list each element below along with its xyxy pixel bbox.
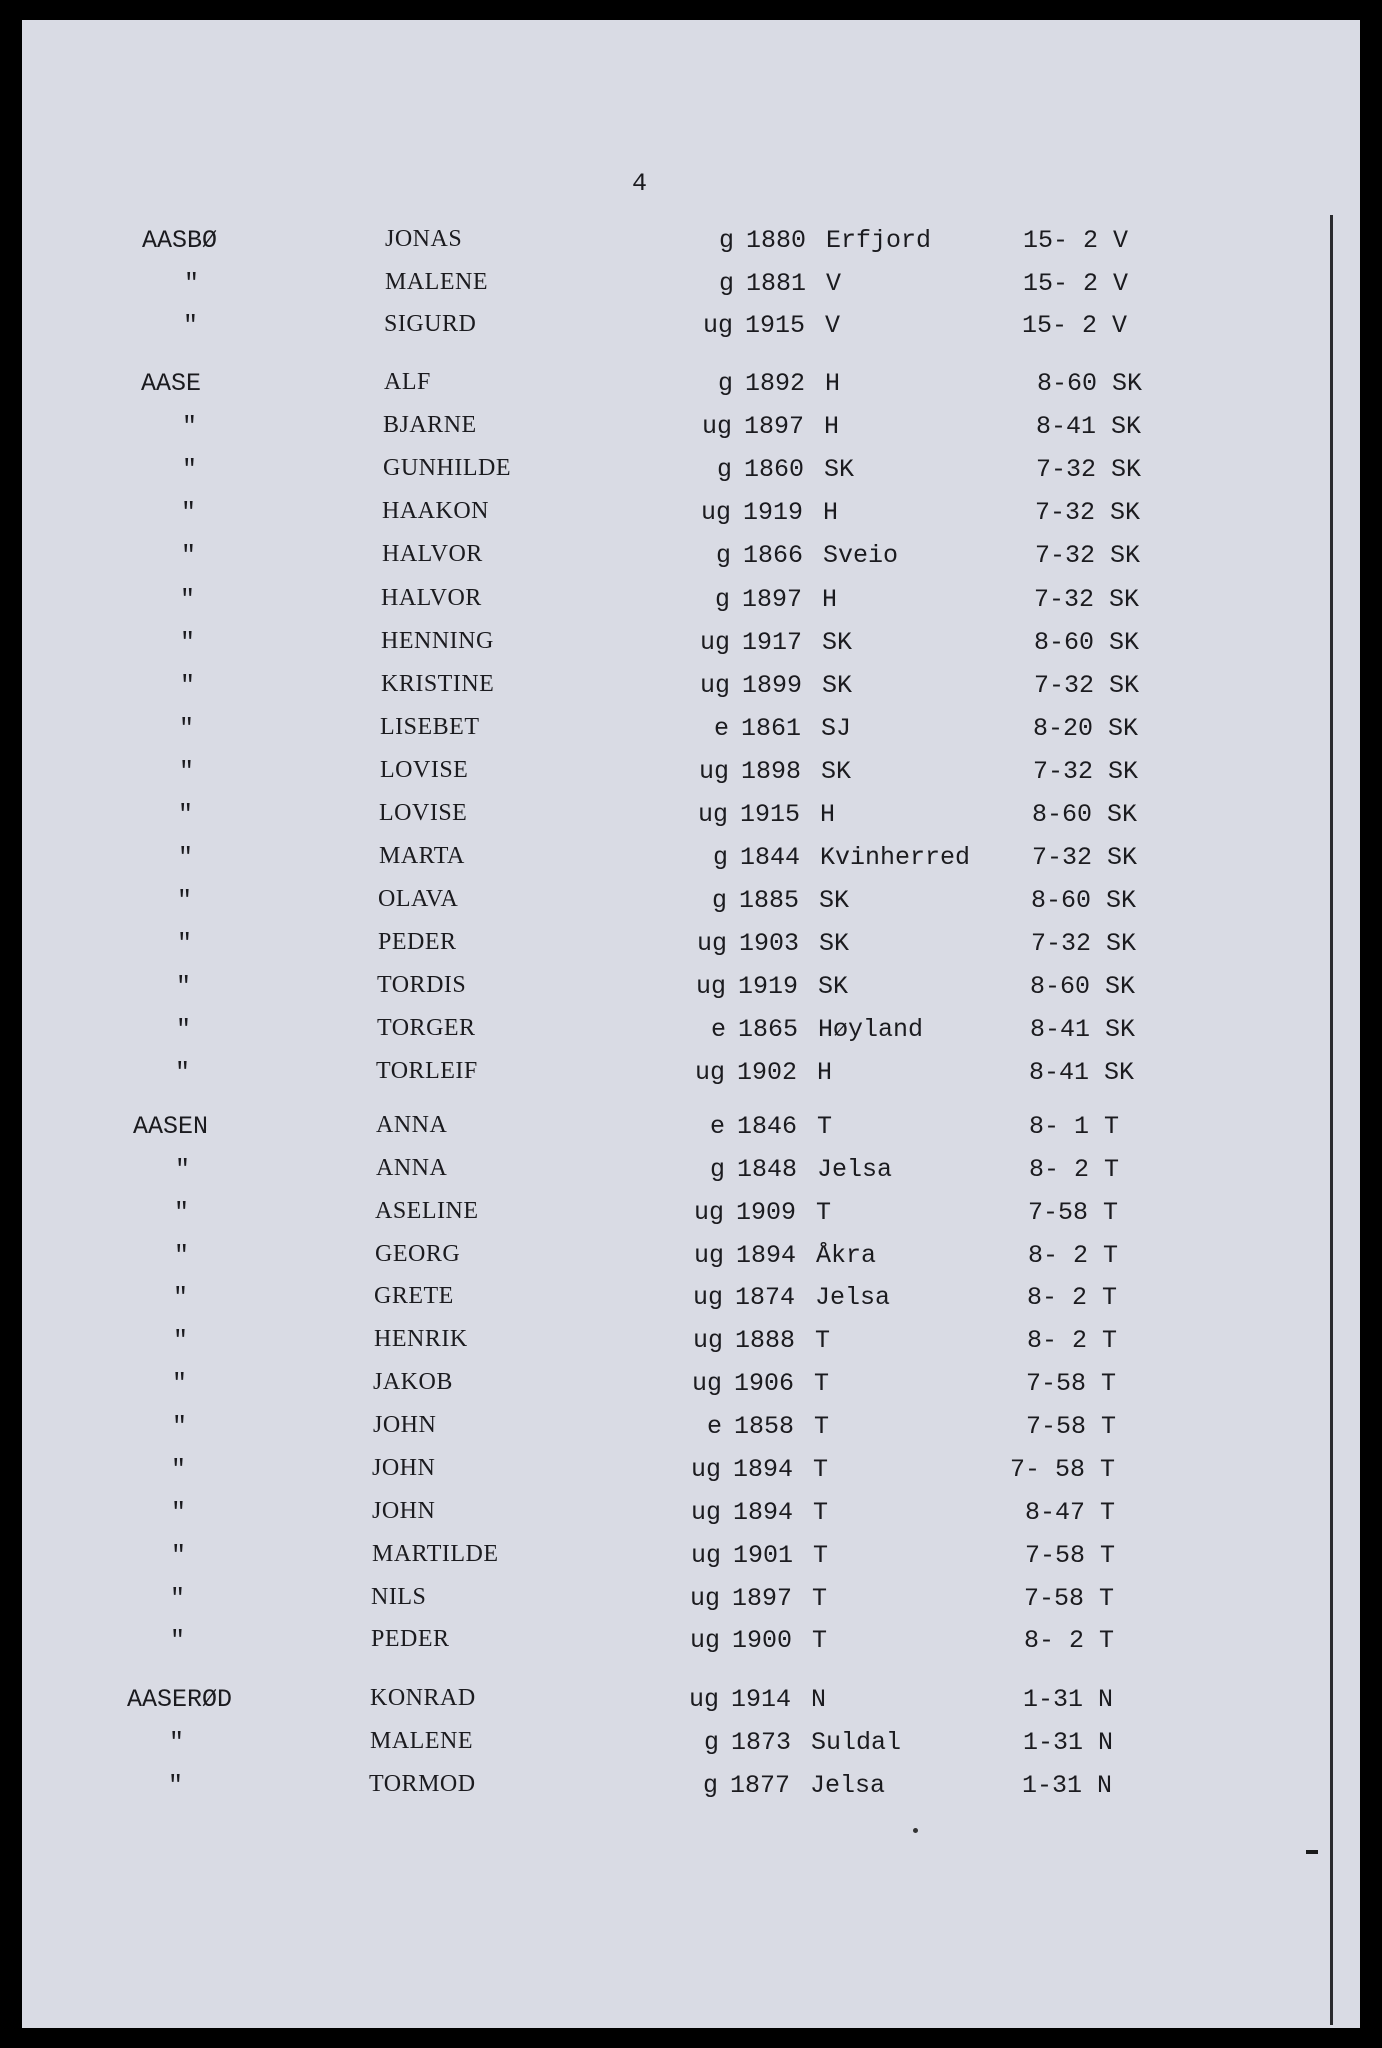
cell-surname: "	[175, 1155, 191, 1184]
register-row	[0, 1112, 1373, 1152]
cell-surname: "	[181, 541, 197, 570]
register-row	[0, 269, 1382, 309]
cell-year: 1897	[732, 1584, 793, 1613]
cell-firstname: JAKOB	[373, 1369, 453, 1395]
cell-year: 1848	[737, 1155, 798, 1184]
cell-code: 8-60	[1036, 369, 1097, 398]
cell-status: ug	[699, 628, 730, 657]
cell-firstname: JOHN	[372, 1455, 436, 1481]
cell-code: 1-31	[1021, 1771, 1082, 1800]
cell-code: 7-32	[1033, 585, 1094, 614]
cell-code: 7- 58	[1009, 1455, 1085, 1484]
cell-status: ug	[690, 1498, 721, 1527]
cell-status: ug	[692, 1326, 723, 1355]
cell-firstname: LOVISE	[380, 757, 469, 783]
cell-place: T	[813, 1498, 829, 1527]
register-row	[0, 886, 1375, 926]
cell-code: 8-47	[1024, 1498, 1085, 1527]
cell-code: 8- 2	[1023, 1626, 1084, 1655]
cell-status: ug	[701, 412, 732, 441]
cell-code: 7-58	[1025, 1412, 1086, 1441]
register-row	[0, 1058, 1373, 1098]
cell-surname: "	[178, 843, 194, 872]
cell-place: T	[816, 1198, 832, 1227]
register-row	[0, 714, 1377, 754]
cell-code: 8- 2	[1027, 1241, 1088, 1270]
cell-status: ug	[699, 671, 730, 700]
cell-year: 1858	[734, 1412, 795, 1441]
cell-code: 7-32	[1030, 929, 1091, 958]
cell-place: Jelsa	[810, 1771, 886, 1800]
cell-district: SK	[1106, 886, 1137, 915]
cell-status: ug	[692, 1283, 723, 1312]
cell-year: 1881	[746, 269, 807, 298]
cell-firstname: MALENE	[370, 1728, 473, 1754]
cell-surname: "	[182, 455, 198, 484]
cell-place: T	[812, 1584, 828, 1613]
cell-district: T	[1100, 1541, 1116, 1570]
cell-code: 7-58	[1024, 1541, 1085, 1570]
register-row	[0, 1728, 1367, 1768]
cell-district: T	[1104, 1112, 1120, 1141]
cell-firstname: KRISTINE	[381, 671, 495, 697]
cell-status: ug	[690, 1541, 721, 1570]
cell-place: T	[812, 1626, 828, 1655]
cell-place: Sveio	[823, 541, 899, 570]
cell-place: T	[813, 1455, 829, 1484]
cell-place: SK	[824, 455, 855, 484]
register-row	[0, 1498, 1369, 1538]
cell-surname: "	[173, 1326, 189, 1355]
cell-place: SK	[819, 929, 850, 958]
cell-surname: "	[174, 1241, 190, 1270]
cell-district: SK	[1105, 972, 1136, 1001]
cell-place: Jelsa	[815, 1283, 891, 1312]
register-row	[0, 1541, 1369, 1581]
cell-place: T	[817, 1112, 833, 1141]
cell-firstname: NILS	[371, 1584, 427, 1610]
cell-firstname: TORLEIF	[376, 1058, 478, 1084]
cell-surname: "	[173, 1283, 189, 1312]
cell-firstname: LOVISE	[379, 800, 468, 826]
cell-firstname: GUNHILDE	[383, 455, 511, 481]
cell-district: V	[1113, 269, 1129, 298]
cell-district: N	[1097, 1771, 1113, 1800]
cell-status: g	[702, 1771, 718, 1800]
register-row	[0, 1455, 1369, 1495]
cell-status: e	[709, 1112, 725, 1141]
cell-year: 1897	[744, 412, 805, 441]
cell-surname: "	[170, 1626, 186, 1655]
cell-surname: "	[177, 886, 193, 915]
cell-year: 1880	[746, 226, 807, 255]
cell-place: H	[825, 369, 841, 398]
cell-district: SK	[1110, 498, 1141, 527]
cell-surname: "	[177, 929, 193, 958]
cell-year: 1897	[742, 585, 803, 614]
cell-year: 1900	[732, 1626, 793, 1655]
cell-district: V	[1113, 226, 1129, 255]
cell-place: T	[814, 1369, 830, 1398]
cell-code: 7-32	[1031, 843, 1092, 872]
cell-district: T	[1103, 1241, 1119, 1270]
cell-firstname: BJARNE	[383, 412, 477, 438]
cell-district: SK	[1112, 369, 1143, 398]
cell-surname: "	[180, 628, 196, 657]
cell-year: 1894	[736, 1241, 797, 1270]
cell-firstname: HENNING	[381, 628, 494, 654]
cell-code: 15- 2	[1022, 226, 1098, 255]
cell-year: 1894	[733, 1455, 794, 1484]
page-number: 4	[632, 169, 648, 198]
cell-status: e	[713, 714, 729, 743]
cell-place: H	[820, 800, 836, 829]
cell-status: ug	[691, 1369, 722, 1398]
cell-code: 7-32	[1035, 455, 1096, 484]
cell-surname: "	[174, 1198, 190, 1227]
cell-status: ug	[688, 1685, 719, 1714]
cell-surname: "	[172, 1412, 188, 1441]
cell-surname: AASBØ	[142, 226, 218, 255]
cell-status: ug	[697, 800, 728, 829]
register-row	[0, 1015, 1374, 1055]
cell-firstname: ANNA	[376, 1112, 448, 1138]
cell-district: T	[1102, 1326, 1118, 1355]
cell-district: SK	[1107, 800, 1138, 829]
cell-place: SK	[821, 757, 852, 786]
cell-place: Kvinherred	[820, 843, 971, 872]
cell-year: 1898	[741, 757, 802, 786]
cell-place: H	[822, 585, 838, 614]
cell-district: T	[1099, 1584, 1115, 1613]
cell-place: H	[823, 498, 839, 527]
cell-firstname: JONAS	[385, 226, 463, 252]
cell-surname: "	[168, 1771, 184, 1800]
cell-year: 1906	[734, 1369, 795, 1398]
cell-district: N	[1098, 1728, 1114, 1757]
cell-year: 1917	[742, 628, 803, 657]
cell-district: SK	[1109, 628, 1140, 657]
cell-firstname: KONRAD	[370, 1685, 476, 1711]
cell-year: 1844	[740, 843, 801, 872]
cell-year: 1874	[735, 1283, 796, 1312]
cell-status: g	[711, 886, 727, 915]
cell-status: g	[718, 226, 734, 255]
cell-firstname: PEDER	[371, 1626, 450, 1652]
register-row	[0, 541, 1379, 581]
cell-code: 8- 2	[1026, 1326, 1087, 1355]
cell-district: SK	[1107, 843, 1138, 872]
cell-place: SJ	[821, 714, 852, 743]
cell-code: 8-41	[1028, 1058, 1089, 1087]
cell-firstname: JOHN	[373, 1412, 437, 1438]
cell-code: 1-31	[1022, 1685, 1083, 1714]
register-row	[0, 628, 1378, 668]
register-row	[0, 1771, 1366, 1811]
cell-year: 1899	[742, 671, 803, 700]
cell-district: SK	[1111, 455, 1142, 484]
cell-place: V	[826, 269, 842, 298]
cell-district: T	[1102, 1283, 1118, 1312]
cell-district: T	[1100, 1455, 1116, 1484]
cell-surname: "	[176, 1015, 192, 1044]
cell-firstname: JOHN	[372, 1498, 436, 1524]
cell-code: 8-60	[1029, 972, 1090, 1001]
cell-code: 8- 1	[1028, 1112, 1089, 1141]
cell-surname: AASEN	[133, 1112, 209, 1141]
cell-code: 8- 2	[1028, 1155, 1089, 1184]
register-row	[0, 455, 1380, 495]
register-row	[0, 1412, 1370, 1452]
cell-code: 8- 2	[1026, 1283, 1087, 1312]
cell-district: T	[1101, 1369, 1117, 1398]
cell-place: T	[813, 1541, 829, 1570]
cell-firstname: GRETE	[374, 1283, 454, 1309]
cell-place: SK	[822, 671, 853, 700]
register-row	[0, 757, 1377, 797]
register-row	[0, 412, 1380, 452]
cell-code: 8-60	[1030, 886, 1091, 915]
cell-code: 8-41	[1035, 412, 1096, 441]
cell-place: N	[811, 1685, 827, 1714]
cell-year: 1873	[731, 1728, 792, 1757]
cell-district: T	[1104, 1155, 1120, 1184]
cell-year: 1914	[731, 1685, 792, 1714]
cell-firstname: HALVOR	[382, 541, 483, 567]
cell-code: 7-32	[1033, 671, 1094, 700]
cell-district: T	[1100, 1498, 1116, 1527]
register-row	[0, 1283, 1371, 1323]
cell-status: g	[714, 585, 730, 614]
cell-status: e	[706, 1412, 722, 1441]
cell-surname: "	[169, 1728, 185, 1757]
cell-year: 1903	[739, 929, 800, 958]
cell-firstname: HENRIK	[374, 1326, 468, 1352]
cell-code: 1-31	[1022, 1728, 1083, 1757]
cell-place: Erfjord	[826, 226, 932, 255]
cell-surname: "	[179, 757, 195, 786]
cell-surname: "	[171, 1498, 187, 1527]
cell-status: g	[718, 269, 734, 298]
register-row	[0, 1326, 1371, 1366]
register-row	[0, 1241, 1372, 1281]
cell-district: T	[1099, 1626, 1115, 1655]
register-row	[0, 1626, 1368, 1666]
cell-place: Jelsa	[817, 1155, 893, 1184]
cell-code: 8-41	[1029, 1015, 1090, 1044]
cell-place: Høyland	[818, 1015, 924, 1044]
cell-status: ug	[696, 929, 727, 958]
cell-district: SK	[1111, 412, 1142, 441]
cell-district: N	[1098, 1685, 1114, 1714]
cell-status: g	[716, 455, 732, 484]
cell-firstname: ANNA	[376, 1155, 448, 1181]
cell-status: ug	[695, 972, 726, 1001]
cell-code: 8-60	[1033, 628, 1094, 657]
register-row	[0, 1155, 1373, 1195]
register-row	[0, 1685, 1367, 1725]
cell-surname: "	[184, 269, 200, 298]
cell-surname: "	[182, 412, 198, 441]
cell-surname: "	[183, 311, 199, 340]
register-row	[0, 311, 1381, 351]
cell-surname: "	[176, 972, 192, 1001]
cell-firstname: HALVOR	[381, 585, 482, 611]
cell-firstname: MALENE	[385, 269, 488, 295]
register-row	[0, 226, 1382, 266]
cell-district: SK	[1108, 757, 1139, 786]
cell-place: H	[824, 412, 840, 441]
cell-status: g	[715, 541, 731, 570]
cell-year: 1901	[733, 1541, 794, 1570]
cell-year: 1865	[738, 1015, 799, 1044]
cell-status: ug	[702, 311, 733, 340]
cell-surname: "	[178, 800, 194, 829]
register-row	[0, 800, 1376, 840]
register-row	[0, 929, 1375, 969]
cell-year: 1919	[743, 498, 804, 527]
cell-code: 7-58	[1023, 1584, 1084, 1613]
cell-place: Åkra	[816, 1241, 877, 1270]
cell-year: 1902	[737, 1058, 798, 1087]
cell-status: ug	[689, 1626, 720, 1655]
cell-firstname: PEDER	[378, 929, 457, 955]
cell-code: 7-32	[1034, 541, 1095, 570]
cell-code: 7-32	[1032, 757, 1093, 786]
cell-code: 7-32	[1034, 498, 1095, 527]
register-row	[0, 369, 1381, 409]
cell-firstname: GEORG	[375, 1241, 461, 1267]
cell-surname: "	[170, 1584, 186, 1613]
cell-district: T	[1103, 1198, 1119, 1227]
cell-firstname: TORDIS	[377, 972, 467, 998]
cell-surname: "	[179, 714, 195, 743]
cell-firstname: LISEBET	[380, 714, 480, 740]
register-row	[0, 1198, 1372, 1238]
cell-code: 8-60	[1031, 800, 1092, 829]
cell-status: ug	[700, 498, 731, 527]
cell-year: 1909	[736, 1198, 797, 1227]
cell-code: 7-58	[1025, 1369, 1086, 1398]
cell-place: T	[815, 1326, 831, 1355]
cell-status: g	[712, 843, 728, 872]
cell-year: 1885	[739, 886, 800, 915]
cell-surname: "	[175, 1058, 191, 1087]
cell-district: SK	[1105, 1015, 1136, 1044]
cell-status: ug	[690, 1455, 721, 1484]
cell-district: SK	[1109, 671, 1140, 700]
cell-code: 7-58	[1027, 1198, 1088, 1227]
cell-district: SK	[1110, 541, 1141, 570]
cell-code: 8-20	[1032, 714, 1093, 743]
cell-firstname: TORGER	[377, 1015, 476, 1041]
cell-place: V	[825, 311, 841, 340]
cell-place: SK	[822, 628, 853, 657]
cell-status: ug	[694, 1058, 725, 1087]
cell-year: 1915	[745, 311, 806, 340]
cell-year: 1919	[738, 972, 799, 1001]
cell-year: 1861	[741, 714, 802, 743]
cell-code: 15- 2	[1022, 269, 1098, 298]
cell-status: g	[709, 1155, 725, 1184]
cell-status: ug	[698, 757, 729, 786]
register-row	[0, 671, 1378, 711]
cell-surname: "	[181, 498, 197, 527]
cell-firstname: MARTILDE	[372, 1541, 499, 1567]
register-row	[0, 843, 1376, 883]
cell-year: 1888	[735, 1326, 796, 1355]
register-row	[0, 1369, 1370, 1409]
cell-surname: "	[172, 1369, 188, 1398]
register-row	[0, 1584, 1368, 1624]
cell-district: SK	[1106, 929, 1137, 958]
cell-firstname: TORMOD	[369, 1771, 476, 1797]
cell-surname: "	[171, 1541, 187, 1570]
register-row	[0, 585, 1378, 625]
cell-place: SK	[818, 972, 849, 1001]
cell-surname: AASERØD	[127, 1685, 233, 1714]
cell-status: g	[717, 369, 733, 398]
cell-status: e	[710, 1015, 726, 1044]
cell-surname: AASE	[141, 369, 202, 398]
cell-firstname: MARTA	[379, 843, 465, 869]
cell-year: 1915	[740, 800, 801, 829]
cell-firstname: ALF	[384, 369, 431, 395]
cell-surname: "	[180, 585, 196, 614]
cell-status: ug	[693, 1241, 724, 1270]
cell-place: SK	[819, 886, 850, 915]
cell-firstname: OLAVA	[378, 886, 459, 912]
cell-year: 1860	[744, 455, 805, 484]
cell-district: SK	[1104, 1058, 1135, 1087]
cell-district: SK	[1108, 714, 1139, 743]
cell-district: V	[1112, 311, 1128, 340]
cell-place: T	[814, 1412, 830, 1441]
cell-code: 15- 2	[1021, 311, 1097, 340]
cell-district: T	[1101, 1412, 1117, 1441]
cell-surname: "	[180, 671, 196, 700]
register-row	[0, 498, 1379, 538]
cell-year: 1894	[733, 1498, 794, 1527]
cell-year: 1877	[730, 1771, 791, 1800]
cell-status: g	[703, 1728, 719, 1757]
cell-year: 1892	[745, 369, 806, 398]
cell-place: Suldal	[811, 1728, 902, 1757]
cell-status: ug	[693, 1198, 724, 1227]
register-row	[0, 972, 1374, 1012]
cell-year: 1866	[743, 541, 804, 570]
cell-year: 1846	[737, 1112, 798, 1141]
cell-place: H	[817, 1058, 833, 1087]
cell-surname: "	[171, 1455, 187, 1484]
cell-status: ug	[689, 1584, 720, 1613]
cell-firstname: SIGURD	[384, 311, 477, 337]
cell-firstname: HAAKON	[382, 498, 489, 524]
cell-district: SK	[1109, 585, 1140, 614]
cell-firstname: ASELINE	[375, 1198, 479, 1224]
